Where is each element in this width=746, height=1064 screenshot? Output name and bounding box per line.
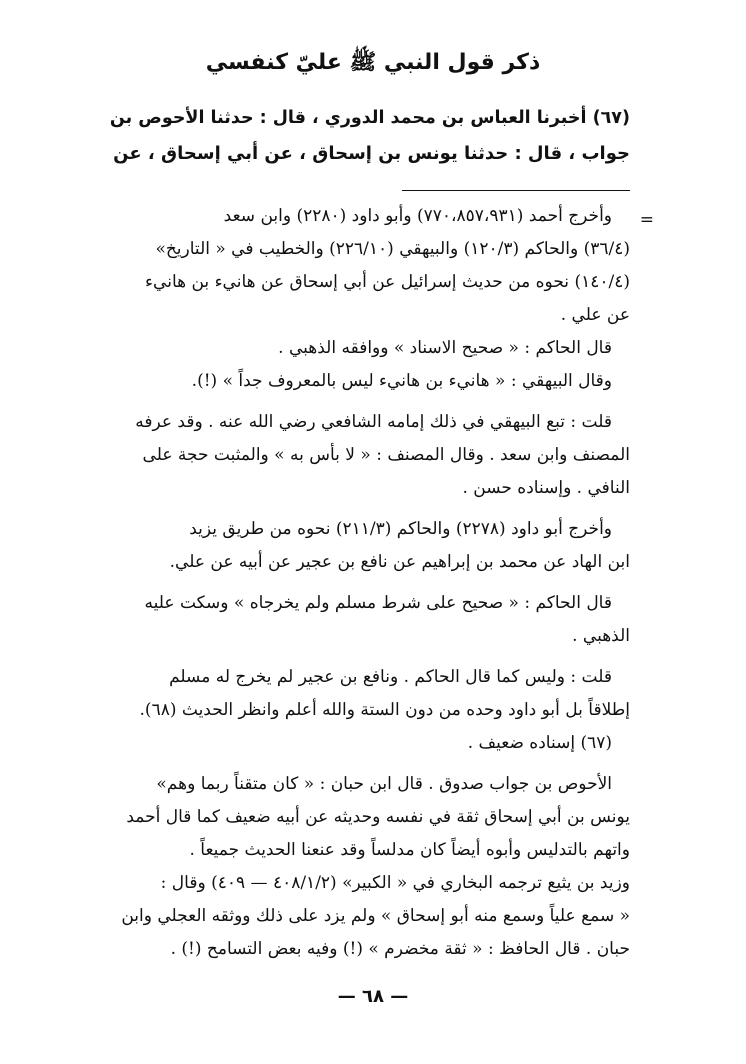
page-number: — ٦٨ — [337, 986, 409, 1007]
footnote-line: وقال البيهقي : « هانيء بن هانيء ليس بالمعروف جداً » (!). [191, 371, 612, 391]
hadith-line: (٦٧) أخبرنا العباس بن محمد الدوري ، قال : حدثنا الأحوص بن [109, 108, 630, 128]
footnote-line: (٣٦/٤) والحاكم (١٢٠/٣) والبيهقي (٢٢٦/١٠) والخطيب في « التاريخ» [155, 239, 630, 259]
footnote-line: النافي . وإسناده حسن . [462, 478, 630, 498]
footnote-line: حبان . قال الحافظ : « ثقة مخضرم » (!) وفيه بعض التسامح (!) . [170, 939, 630, 959]
footnote-line: وزيد بن يثيع ترجمه البخاري في « الكبير» (٤٠٨/١/٢ — ٤٠٩) وقال : [160, 873, 630, 893]
footnote-line: إطلاقاً بل أبو داود وحده من دون الستة والله أعلم وانظر الحديث (٦٨). [139, 700, 630, 720]
page-header: ذكر قول النبي ﷺ عليّ كنفسي [205, 50, 541, 75]
footnote-line: قلت : تبع البيهقي في ذلك إمامه الشافعي رضي الله عنه . وقد عرفه [135, 412, 612, 432]
continuation-mark: = [639, 210, 654, 230]
footnote-line: قلت : وليس كما قال الحاكم . ونافع بن عجير لم يخرج له مسلم [169, 667, 612, 687]
footnote-line: واتهم بالتدليس وأبوه أيضاً كان مدلساً وقد عنعنا الحديث جميعاً . [189, 840, 630, 860]
hadith-text [110, 100, 630, 172]
footnote-line: يونس بن أبي إسحاق ثقة في نفسه وحديثه عن أبيه ضعيف كما قال أحمد [126, 807, 630, 827]
footnote-line: (٦٧) إسناده ضعيف . [467, 733, 612, 753]
footnote-line: قال الحاكم : « صحيح الاسناد » ووافقه الذهبي . [278, 338, 612, 358]
hadith-line: جواب ، قال : حدثنا يونس بن إسحاق ، عن أبي إسحاق ، عن [113, 143, 630, 164]
footnote-line: قال الحاكم : « صحيح على شرط مسلم ولم يخرجاه » وسكت عليه [144, 593, 612, 613]
footnote-line: (١٤٠/٤) نحوه من حديث إسرائيل عن أبي إسحاق عن هانيء بن هانيء [145, 272, 630, 292]
footnote-line: المصنف وابن سعد . وقال المصنف : « لا بأس به » والمثبت حجة على [142, 445, 630, 465]
footnote-line: وأخرج أحمد (٧٧٠،٨٥٧،٩٣١) وأبو داود (٢٢٨٠) وابن سعد [223, 206, 612, 226]
footnotes [110, 200, 654, 966]
footnote-line: الذهبي . [572, 626, 630, 646]
footnote-line: عن علي . [560, 305, 630, 325]
footnote-line: ابن الهاد عن محمد بن إبراهيم عن نافع بن عجير عن أبيه عن علي. [169, 552, 630, 572]
footnote-line: « سمع علياً وسمع منه أبو إسحاق » ولم يزد على ذلك ووثقه العجلي وابن [121, 906, 630, 926]
footnote-line: الأحوص بن جواب صدوق . قال ابن حبان : « كان متقناً ربما وهم» [156, 774, 612, 794]
footnote-separator [402, 190, 630, 191]
footnote-line: وأخرج أبو داود (٢٢٧٨) والحاكم (٢١١/٣) نحوه من طريق يزيد [189, 519, 612, 539]
